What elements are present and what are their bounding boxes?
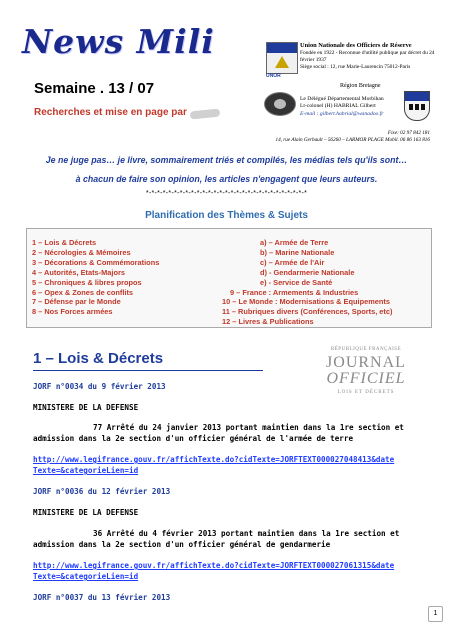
- legifrance-link[interactable]: Texte=&categorieLien=id: [33, 572, 139, 581]
- theme-item: 5 – Chroniques & libres propos: [32, 277, 142, 287]
- section-title: 1 – Lois & Décrets: [33, 350, 164, 367]
- journal-word: JOURNAL: [326, 354, 406, 371]
- research-credit: Recherches et mise en page par: [34, 107, 187, 118]
- theme-item: a) – Armée de Terre: [260, 238, 329, 247]
- unor-seat: Siège social : 12, rue Marie-Laurencin 75012-Paris: [300, 64, 411, 71]
- contact-block: [250, 130, 430, 145]
- ministry-label: MINISTERE DE LA DEFENSE: [33, 403, 139, 412]
- theme-item: 4 – Autorités, Etats-Majors: [32, 267, 125, 277]
- legifrance-link[interactable]: http://www.legifrance.gouv.fr/affichTexte.do?cidTexte=JORFTEXT000027048413&date: [33, 455, 395, 464]
- jorf-reference: JORF n°0037 du 13 février 2013: [33, 593, 171, 602]
- theme-item: 1 – Lois & Décrets: [32, 238, 97, 247]
- legifrance-link[interactable]: Texte=&categorieLien=id: [33, 466, 139, 475]
- planification-title: Planification des Thèmes & Sujets: [145, 210, 308, 221]
- theme-item: 3 – Décorations & Commémorations: [32, 257, 160, 267]
- unor-logo-label: UNOR: [266, 73, 281, 79]
- decree-text-line: 36 Arrêté du 4 février 2013 portant maintien dans la 1re section et: [93, 529, 400, 538]
- unor-logo-icon: [266, 42, 298, 74]
- theme-item: 2 – Nécrologies & Mémoires: [32, 247, 131, 257]
- theme-item: 6 – Opex & Zones de conflits: [32, 287, 134, 297]
- unor-name: Union Nationale des Officiers de Réserve: [300, 42, 412, 49]
- delegue-block: [300, 96, 400, 118]
- theme-item: c) – Armée de l'Air: [260, 257, 325, 267]
- jorf-reference: JORF n°0034 du 9 février 2013: [33, 382, 166, 391]
- region-label: Région Bretagne: [340, 83, 381, 89]
- contact-address: 14, rue Alain Gerbault – 56260 – LARMOR PLAGE Mobil. 06 86 163 816: [275, 137, 430, 144]
- legifrance-link[interactable]: http://www.legifrance.gouv.fr/affichTexte.do?cidTexte=JORFTEXT000027061315&date: [33, 561, 395, 570]
- delegue-email: E-mail : gilbert.habrial@wanadoo.fr: [300, 110, 384, 117]
- decree-text-line: admission dans la 2e section d'un officier général de l'armée de terre: [33, 434, 354, 443]
- theme-item: b) – Marine Nationale: [260, 247, 335, 257]
- section-underline: [33, 370, 263, 371]
- page-number: 1: [428, 606, 443, 622]
- theme-item: 7 – Défense par le Monde: [32, 297, 121, 307]
- signature-smudge: [190, 108, 221, 119]
- theme-item: 11 – Rubriques divers (Conférences, Sports, etc): [222, 307, 393, 317]
- newsletter-title: News Mili: [22, 22, 215, 61]
- morbihan-shield-icon: [404, 91, 430, 121]
- journal-officiel-logo: [305, 347, 427, 405]
- disclaimer-quote-1: Je ne juge pas… je livre, sommairement triés et compilés, les médias tels qu'ils sont…: [45, 155, 408, 165]
- jorf-reference: JORF n°0036 du 12 février 2013: [33, 487, 171, 496]
- delegue-title: Le Délégué Départemental Morbihan: [300, 96, 384, 102]
- theme-item: d) - Gendarmerie Nationale: [260, 267, 355, 277]
- unor-header-block: [300, 42, 440, 71]
- decree-text-line: admission dans la 2e section d'un officier général de gendarmerie: [33, 540, 331, 549]
- planification-right-column: [222, 238, 392, 327]
- journal-republique: RÉPUBLIQUE FRANÇAISE: [330, 347, 402, 352]
- disclaimer-quote-2: à chacun de faire son opinion, les articles n'engagent que leurs auteurs.: [75, 174, 378, 184]
- theme-item: e) - Service de Santé: [260, 277, 333, 287]
- ministry-label: MINISTERE DE LA DEFENSE: [33, 508, 139, 517]
- decree-text-line: 77 Arrêté du 24 janvier 2013 portant maintien dans la 1re section et: [93, 423, 404, 432]
- planification-left-column: [32, 238, 159, 317]
- stars-divider: *-*-*-*-*-*-*-*-*-*-*-*-*-*-*-*-*-*-*-*-*-*-*-*-*-*-*-*-*: [145, 190, 308, 197]
- week-label: Semaine . 13 / 07: [34, 80, 155, 97]
- lois-decrets-word: LOIS ET DÉCRETS: [337, 390, 395, 395]
- officiel-word: OFFICIEL: [326, 370, 406, 387]
- contact-fixe: Fixe: 02 97 842 181: [387, 130, 430, 136]
- unor-founding: Fondée en 1922 - Reconnue d'utilité publique par décret du 24 février 1937: [300, 50, 435, 64]
- delegue-name: Lt-colonel (H) HABRIAL Gilbert: [300, 103, 376, 110]
- theme-item: 8 – Nos Forces armées: [32, 307, 113, 317]
- planification-table: [26, 228, 432, 328]
- delegation-emblem-icon: [264, 92, 296, 116]
- theme-item: 10 – Le Monde : Modernisations & Equipements: [222, 297, 390, 307]
- theme-item: 9 – France : Armements & Industries: [230, 287, 359, 297]
- theme-item: 12 – Livres & Publications: [222, 317, 314, 327]
